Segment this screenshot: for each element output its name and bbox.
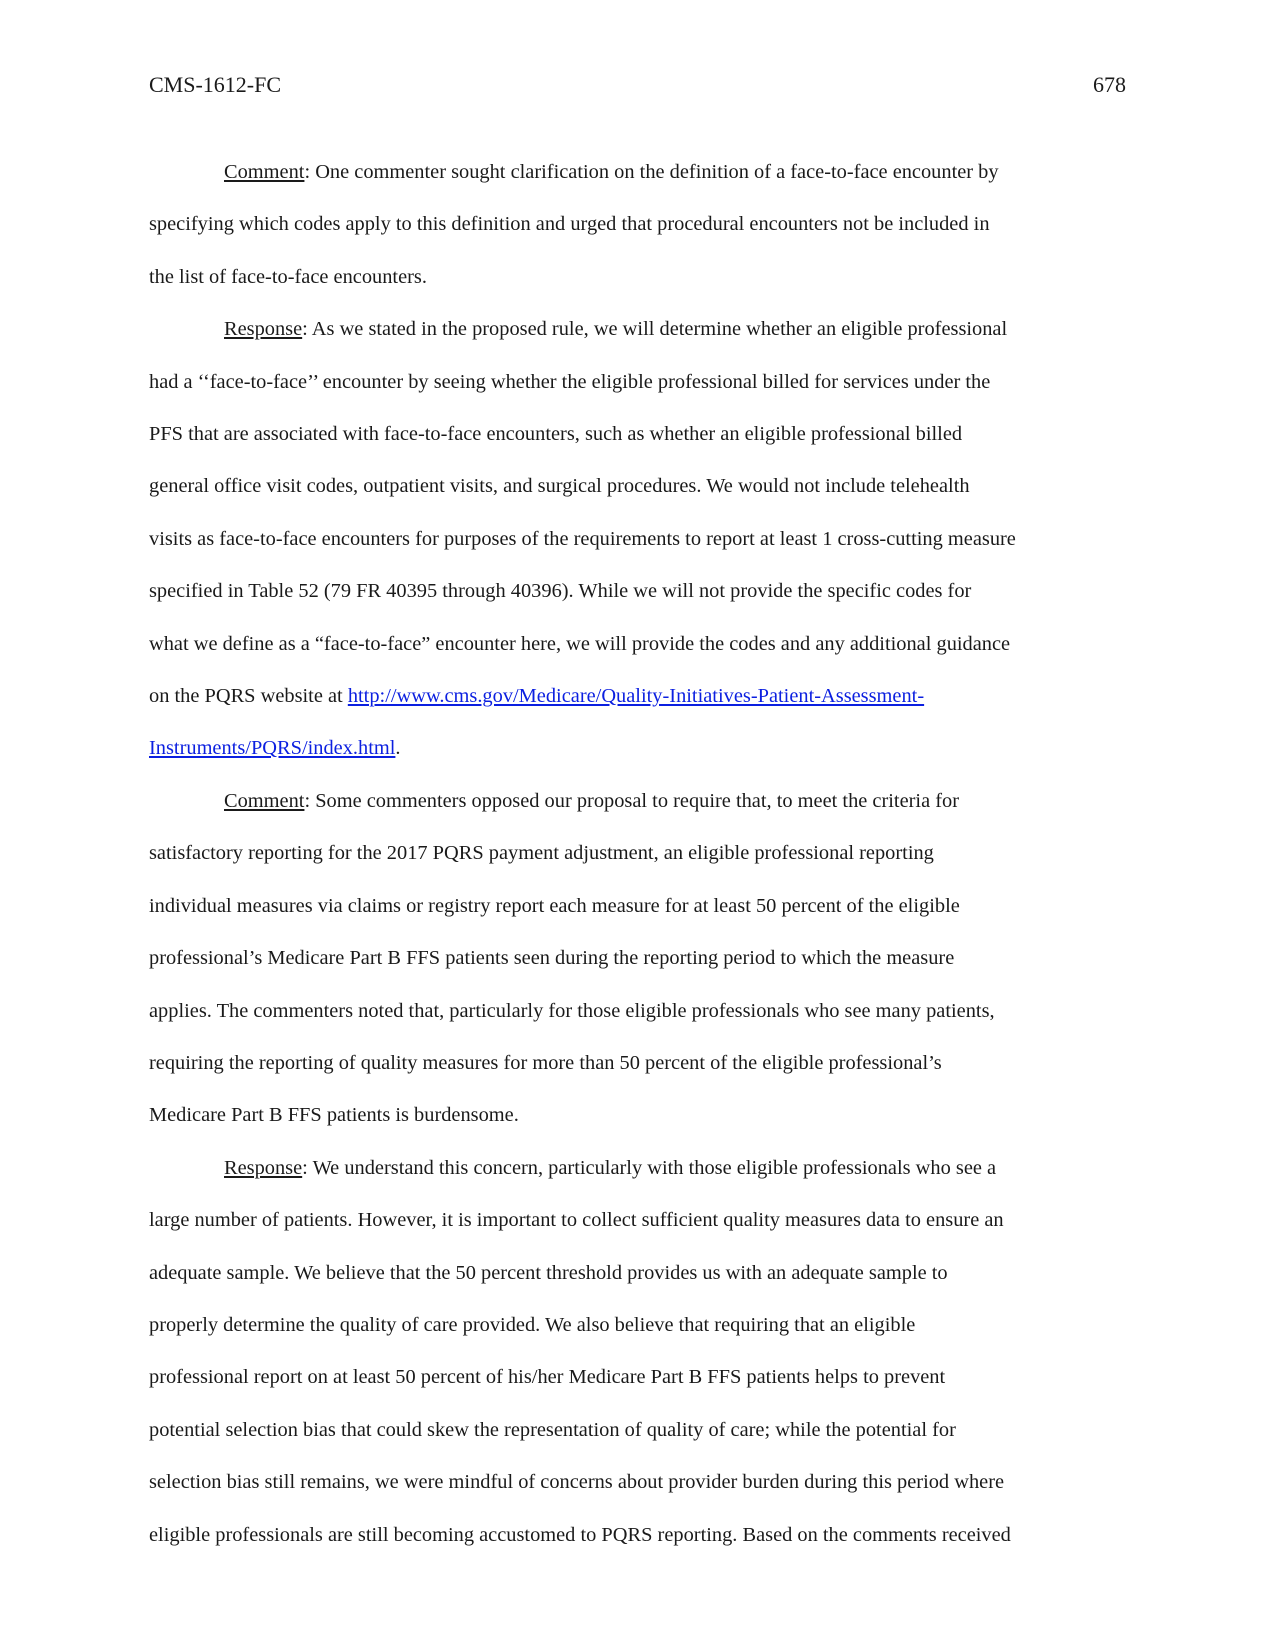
paragraph-line: adequate sample. We believe that the 50 percent threshold provides us with an adequate sample to: [149, 1261, 948, 1284]
page-header: [149, 70, 1126, 100]
paragraph-line: specifying which codes apply to this definition and urged that procedural encounters not be included in: [149, 213, 990, 236]
paragraph-line: potential selection bias that could skew the representation of quality of care; while the potential for: [149, 1418, 956, 1441]
paragraph-line: visits as face-to-face encounters for purposes of the requirements to report at least 1 cross-cutting measure: [149, 527, 1016, 550]
pqrs-website-link[interactable]: http://www.cms.gov/Medicare/Quality-Initiatives-Patient-Assessment-: [347, 685, 925, 708]
page-number: 678: [1093, 72, 1126, 97]
paragraph-line: eligible professionals are still becoming accustomed to PQRS reporting. Based on the comments received: [149, 1523, 1011, 1546]
comment-paragraph: [149, 775, 1126, 1142]
response-paragraph: [149, 1142, 1126, 1561]
paragraph-line: the list of face-to-face encounters.: [149, 265, 427, 288]
comment-label: Comment: [224, 789, 305, 812]
paragraph-line: general office visit codes, outpatient visits, and surgical procedures. We would not include telehealth: [149, 475, 970, 498]
response-label: Response: [224, 1156, 303, 1179]
paragraph-line: had a ‘‘face-to-face’’ encounter by seeing whether the eligible professional billed for services under the: [149, 370, 991, 393]
paragraph-line: requiring the reporting of quality measures for more than 50 percent of the eligible professional’s: [149, 1051, 942, 1074]
document-id: CMS-1612-FC: [149, 72, 282, 97]
paragraph-line: large number of patients. However, it is important to collect sufficient quality measures data to ensure an: [149, 1209, 1004, 1232]
comment-paragraph: [149, 146, 1126, 303]
response-paragraph: [149, 303, 1126, 775]
paragraph-line: individual measures via claims or registry report each measure for at least 50 percent of the eligible: [149, 894, 960, 917]
paragraph-line: what we define as a “face-to-face” encounter here, we will provide the codes and any additional guidance: [149, 632, 1011, 655]
paragraph-line: satisfactory reporting for the 2017 PQRS payment adjustment, an eligible professional reporting: [149, 842, 934, 865]
paragraph-line: properly determine the quality of care provided. We also believe that requiring that an eligible: [149, 1313, 916, 1336]
paragraph-line: Comment: Some commenters opposed our proposal to require that, to meet the criteria for: [224, 789, 960, 812]
paragraph-line: Comment: One commenter sought clarification on the definition of a face-to-face encounter by: [224, 161, 999, 183]
paragraph-line: Medicare Part B FFS patients is burdensome.: [149, 1104, 519, 1127]
response-label: Response: [224, 318, 303, 341]
paragraph-line: PFS that are associated with face-to-face encounters, such as whether an eligible professional billed: [149, 423, 963, 446]
paragraph-line: professional report on at least 50 percent of his/her Medicare Part B FFS patients helps to prevent: [149, 1366, 946, 1389]
paragraph-line: specified in Table 52 (79 FR 40395 through 40396). While we will not provide the specific codes for: [149, 580, 972, 603]
paragraph-line: professional’s Medicare Part B FFS patients seen during the reporting period to which the measure: [149, 947, 955, 970]
comment-label: Comment: [224, 161, 305, 183]
paragraph-line: applies. The commenters noted that, particularly for those eligible professionals who see many patients,: [149, 999, 995, 1022]
document-body: [149, 146, 1126, 1561]
paragraph-line: Response: As we stated in the proposed rule, we will determine whether an eligible professional: [224, 318, 1008, 341]
paragraph-line: Response: We understand this concern, particularly with those eligible professionals who see a: [224, 1156, 997, 1179]
paragraph-line: selection bias still remains, we were mindful of concerns about provider burden during this period where: [149, 1471, 1005, 1494]
pqrs-website-link-continued[interactable]: Instruments/PQRS/index.html: [149, 737, 396, 760]
paragraph-line: Instruments/PQRS/index.html.: [149, 737, 401, 760]
paragraph-line: on the PQRS website at http://www.cms.gov/Medicare/Quality-Initiatives-Patient-Assessment-: [149, 685, 925, 708]
